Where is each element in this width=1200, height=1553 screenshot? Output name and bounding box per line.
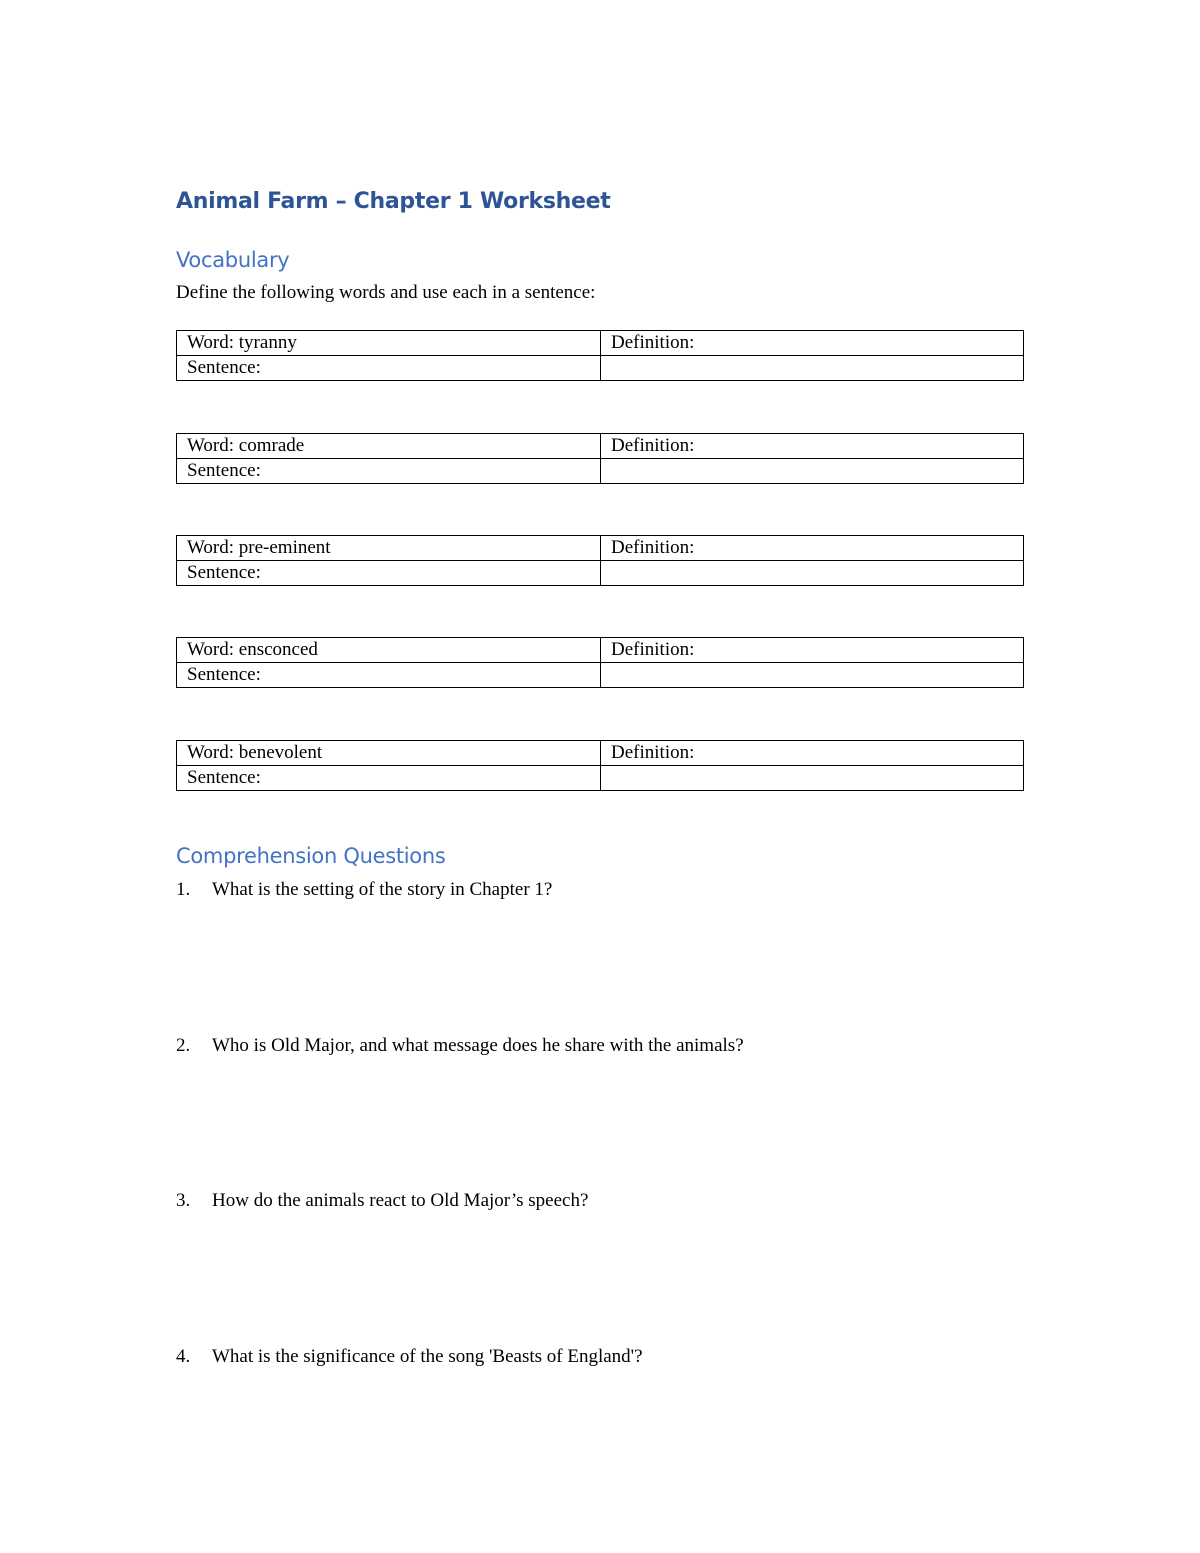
word-cell bbox=[177, 536, 601, 561]
vocab-table-benevolent bbox=[176, 740, 1024, 791]
sentence-label: Sentence: bbox=[187, 664, 261, 685]
sentence-label: Sentence: bbox=[187, 562, 261, 583]
blank-cell[interactable] bbox=[601, 459, 1024, 484]
word-cell bbox=[177, 434, 601, 459]
word-cell bbox=[177, 741, 601, 766]
word-cell bbox=[177, 638, 601, 663]
blank-cell[interactable] bbox=[601, 561, 1024, 586]
vocab-word: ensconced bbox=[238, 639, 318, 660]
comprehension-heading: Comprehension Questions bbox=[176, 844, 446, 868]
definition-label: Definition: bbox=[611, 742, 695, 763]
word-label: Word: bbox=[187, 742, 235, 763]
blank-cell[interactable] bbox=[601, 766, 1024, 791]
definition-cell[interactable] bbox=[601, 741, 1024, 766]
sentence-cell[interactable] bbox=[177, 663, 601, 688]
blank-cell[interactable] bbox=[601, 663, 1024, 688]
word-label: Word: bbox=[187, 435, 235, 456]
question-number: 4. bbox=[176, 1346, 191, 1367]
vocab-table-ensconced bbox=[176, 637, 1024, 688]
question-text: How do the animals react to Old Major’s speech? bbox=[212, 1190, 589, 1211]
vocab-word: tyranny bbox=[238, 332, 297, 353]
definition-label: Definition: bbox=[611, 332, 695, 353]
question-number: 2. bbox=[176, 1035, 191, 1056]
question-1 bbox=[176, 879, 552, 901]
question-text: Who is Old Major, and what message does he share with the animals? bbox=[212, 1035, 744, 1056]
definition-cell[interactable] bbox=[601, 331, 1024, 356]
vocab-word: comrade bbox=[238, 435, 305, 456]
vocab-word: benevolent bbox=[238, 742, 323, 763]
question-3 bbox=[176, 1190, 588, 1212]
definition-cell[interactable] bbox=[601, 536, 1024, 561]
question-text: What is the setting of the story in Chapter 1? bbox=[212, 879, 553, 900]
sentence-label: Sentence: bbox=[187, 357, 261, 378]
sentence-label: Sentence: bbox=[187, 767, 261, 788]
question-2 bbox=[176, 1035, 744, 1057]
sentence-cell[interactable] bbox=[177, 561, 601, 586]
vocab-word: pre-eminent bbox=[238, 537, 331, 558]
sentence-cell[interactable] bbox=[177, 356, 601, 381]
word-label: Word: bbox=[187, 537, 235, 558]
vocab-table-tyranny bbox=[176, 330, 1024, 381]
question-number: 1. bbox=[176, 879, 191, 900]
definition-cell[interactable] bbox=[601, 434, 1024, 459]
question-4 bbox=[176, 1346, 643, 1368]
sentence-label: Sentence: bbox=[187, 460, 261, 481]
word-label: Word: bbox=[187, 639, 235, 660]
definition-label: Definition: bbox=[611, 537, 695, 558]
vocab-table-pre-eminent bbox=[176, 535, 1024, 586]
blank-cell[interactable] bbox=[601, 356, 1024, 381]
sentence-cell[interactable] bbox=[177, 766, 601, 791]
page-title: Animal Farm – Chapter 1 Worksheet bbox=[176, 189, 611, 214]
vocab-table-comrade bbox=[176, 433, 1024, 484]
definition-label: Definition: bbox=[611, 435, 695, 456]
vocabulary-heading: Vocabulary bbox=[176, 248, 290, 272]
definition-cell[interactable] bbox=[601, 638, 1024, 663]
question-text: What is the significance of the song 'Beasts of England'? bbox=[212, 1346, 643, 1367]
definition-label: Definition: bbox=[611, 639, 695, 660]
word-cell bbox=[177, 331, 601, 356]
vocabulary-instruction: Define the following words and use each in a sentence: bbox=[176, 282, 596, 303]
word-label: Word: bbox=[187, 332, 235, 353]
sentence-cell[interactable] bbox=[177, 459, 601, 484]
question-number: 3. bbox=[176, 1190, 191, 1211]
